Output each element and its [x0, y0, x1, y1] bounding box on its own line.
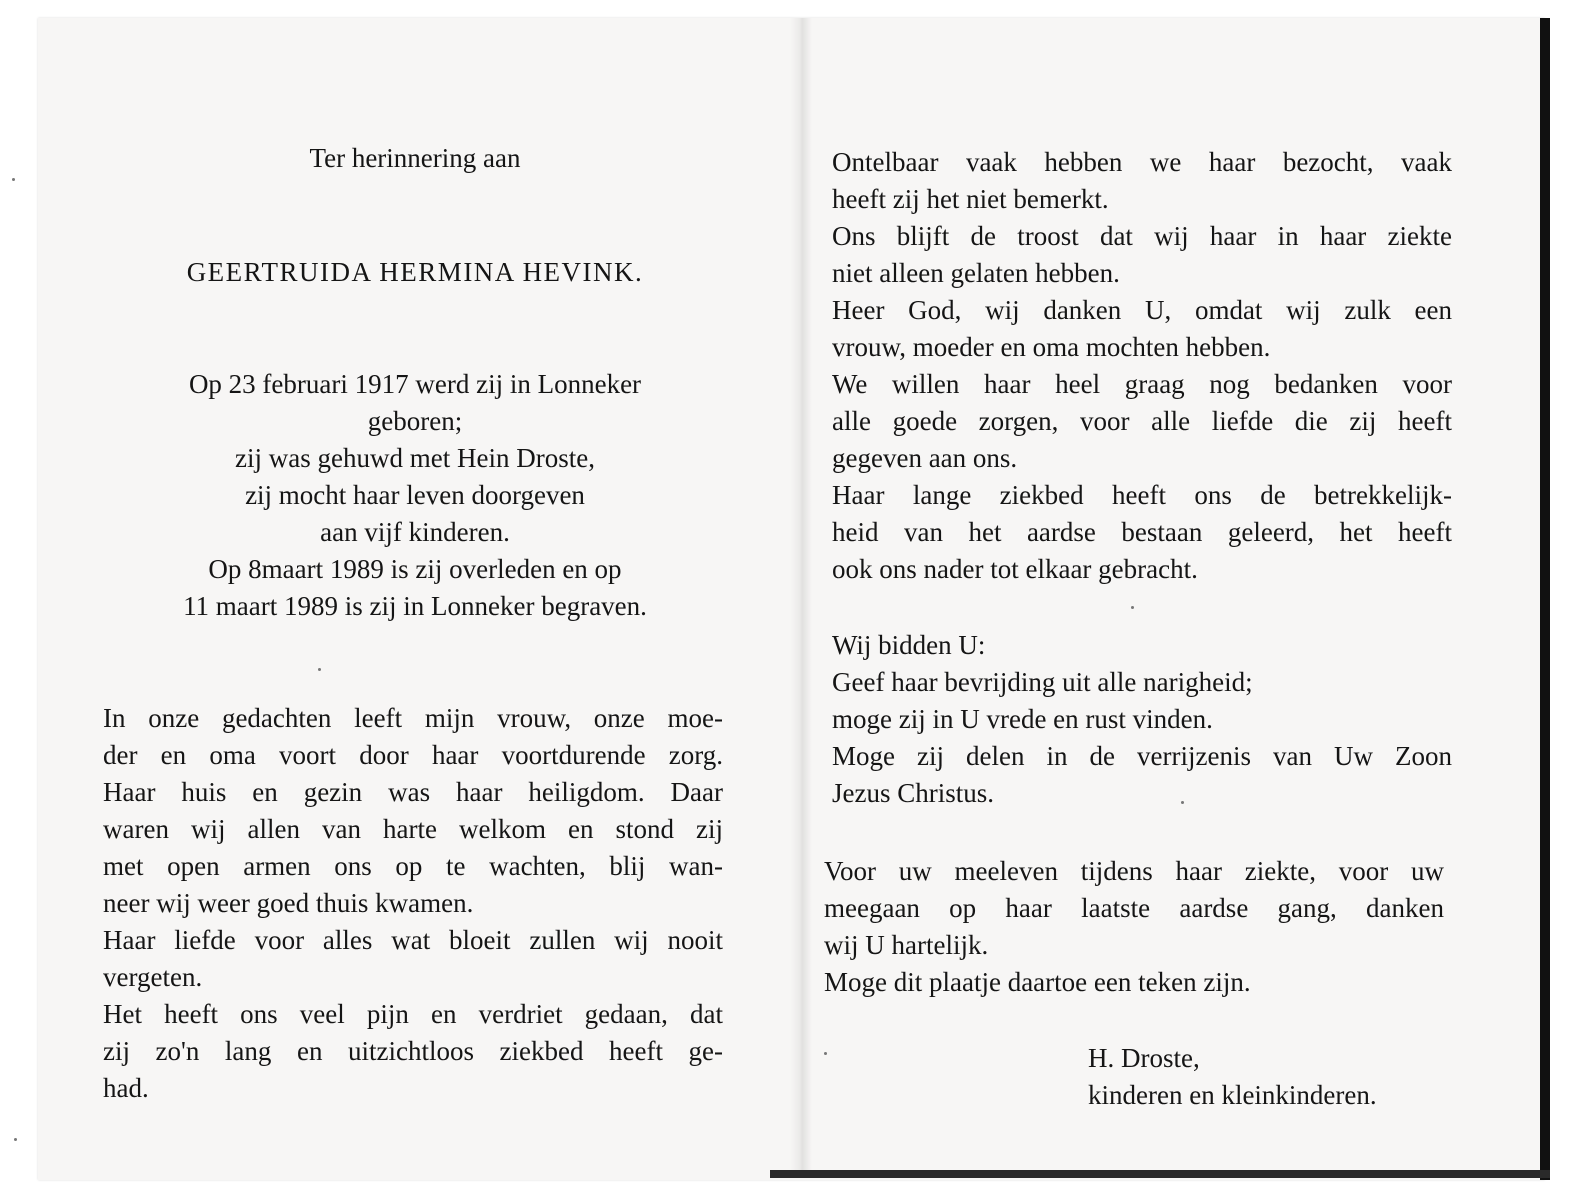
reflection-line: We willen haar heel graag nog bedanken voor	[832, 369, 1452, 399]
memory-line: Haar huis en gezin was haar heiligdom. Daar	[103, 777, 723, 807]
reflection-line: ook ons nader tot elkaar gebracht.	[832, 554, 1198, 584]
signature-line: kinderen en kleinkinderen.	[1088, 1080, 1377, 1110]
signature-block	[1088, 1040, 1377, 1114]
card-bottom-edge-shadow	[770, 1170, 1550, 1178]
prayer-line: moge zij in U vrede en rust vinden.	[832, 704, 1213, 734]
speckle	[318, 668, 321, 671]
memory-line: Het heeft ons veel pijn en verdriet gedaan, dat	[103, 999, 723, 1029]
thanks-paragraph	[824, 853, 1444, 1001]
card-right-edge-shadow	[1540, 18, 1550, 1180]
reflection-line: vrouw, moeder en oma mochten hebben.	[832, 332, 1271, 362]
memory-line: had.	[103, 1073, 149, 1103]
prayer-paragraph	[832, 627, 1452, 812]
signature-line: H. Droste,	[1088, 1043, 1200, 1073]
reflection-line: alle goede zorgen, voor alle liefde die zij heeft	[832, 406, 1452, 436]
thanks-line: wij U hartelijk.	[824, 930, 989, 960]
memory-line: met open armen ons op te wachten, blij wan-	[103, 851, 723, 881]
memory-line: neer wij weer goed thuis kwamen.	[103, 888, 474, 918]
thanks-line: Voor uw meeleven tijdens haar ziekte, voor uw	[824, 856, 1444, 886]
thanks-line: Moge dit plaatje daartoe een teken zijn.	[824, 967, 1251, 997]
bio-line: zij was gehuwd met Hein Droste,	[235, 443, 595, 473]
reflection-line: heid van het aardse bestaan geleerd, het heeft	[832, 517, 1452, 547]
speckle	[12, 178, 15, 181]
memory-line: In onze gedachten leeft mijn vrouw, onze moe-	[103, 703, 723, 733]
speckle	[824, 1052, 827, 1055]
prayer-line: Jezus Christus.	[832, 778, 994, 808]
reflection-line: Ons blijft de troost dat wij haar in haar ziekte	[832, 221, 1452, 251]
speckle	[14, 1138, 17, 1141]
memory-line: vergeten.	[103, 962, 203, 992]
center-fold	[790, 18, 812, 1173]
memory-line: waren wij allen van harte welkom en stond zij	[103, 814, 723, 844]
bio-line: 11 maart 1989 is zij in Lonneker begraven.	[183, 591, 647, 621]
bio-line: zij mocht haar leven doorgeven	[245, 480, 585, 510]
memory-line: zij zo'n lang en uitzichtloos ziekbed heeft ge-	[103, 1036, 723, 1066]
reflection-paragraph	[832, 144, 1452, 588]
deceased-name: GEERTRUIDA HERMINA HEVINK.	[186, 257, 644, 287]
bio-line: geboren;	[367, 406, 463, 436]
prayer-line: Moge zij delen in de verrijzenis van Uw Zoon	[832, 741, 1452, 771]
bio-line: aan vijf kinderen.	[320, 517, 510, 547]
reflection-line: Heer God, wij danken U, omdat wij zulk een	[832, 295, 1452, 325]
reflection-line: heeft zij het niet bemerkt.	[832, 184, 1109, 214]
memory-line: der en oma voort door haar voortdurende zorg.	[103, 740, 723, 770]
reflection-line: Ontelbaar vaak hebben we haar bezocht, vaak	[832, 147, 1452, 177]
memory-line: Haar liefde voor alles wat bloeit zullen wij nooit	[103, 925, 723, 955]
memory-paragraph	[103, 700, 723, 1107]
reflection-line: niet alleen gelaten hebben.	[832, 258, 1120, 288]
thanks-line: meegaan op haar laatste aardse gang, danken	[824, 893, 1444, 923]
reflection-line: gegeven aan ons.	[832, 443, 1018, 473]
intro-line: Ter herinnering aan	[309, 143, 521, 173]
speckle	[1131, 606, 1134, 609]
reflection-line: Haar lange ziekbed heeft ons de betrekkelijk-	[832, 480, 1452, 510]
bio-line: Op 23 februari 1917 werd zij in Lonneker	[188, 369, 642, 399]
prayer-line: Geef haar bevrijding uit alle narigheid;	[832, 667, 1253, 697]
bio-line: Op 8maart 1989 is zij overleden en op	[208, 554, 622, 584]
prayer-line: Wij bidden U:	[832, 630, 986, 660]
